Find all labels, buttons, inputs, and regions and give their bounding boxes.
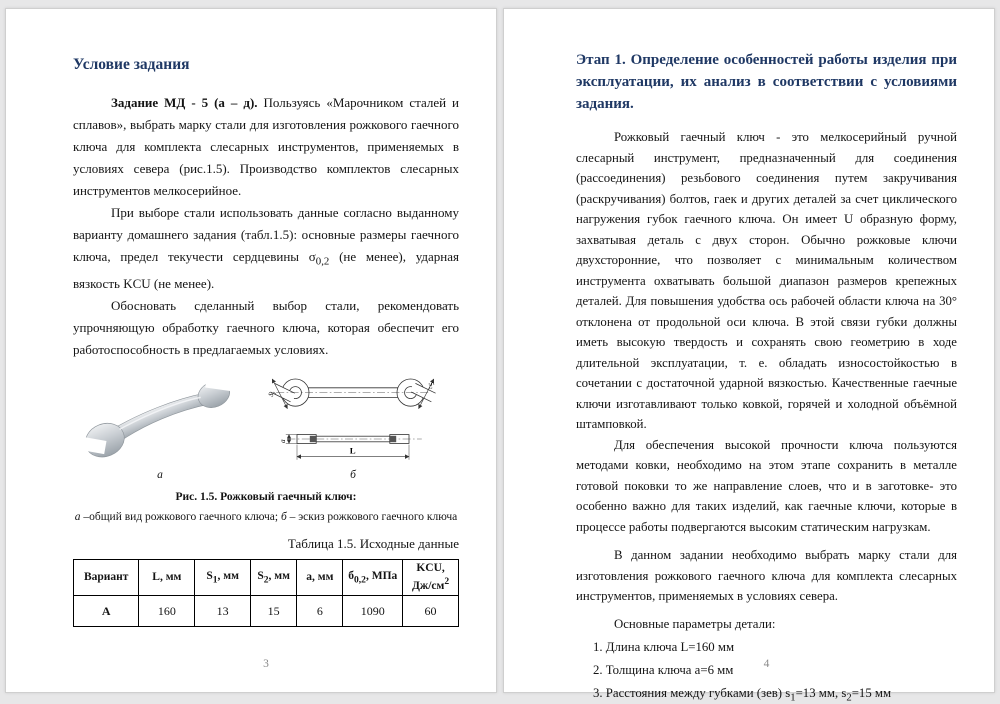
figure-caption-detail: а –общий вид рожкового гаечного ключа; б – эскиз рожкового гаечного ключа: [74, 510, 458, 523]
paragraph: В данном задании необходимо выбрать марку стали для изготовления рожкового гаечного ключа для комплекта слесарных инструментов, применяемых в условиях севера.: [576, 548, 957, 603]
table-cell: 13: [195, 596, 251, 627]
paragraph: Обосновать сделанный выбор стали, рекомендовать упрочняющую обработку гаечного ключа, которая обеспечит его работоспособность в предлагаемых условиях.: [73, 297, 459, 357]
figure-part-b: [247, 367, 459, 481]
page-3: [5, 8, 497, 693]
figure-1-5: [73, 367, 459, 487]
table-title: Таблица 1.5. Исходные данные: [287, 535, 459, 551]
figure-label-a: а: [157, 468, 163, 481]
params-intro: Основные параметры детали:: [614, 616, 776, 631]
table-header-cell: а, мм: [297, 559, 343, 595]
paragraph: Для обеспечения высокой прочности ключа пользуются методами ковки, необходимо на этом этапе сохранить в металле готовой поковки то же направление слоев, что и в заготовке- это особенно важно для таких изделий, как гаечные ключи, которые в процессе работы подвергаются высоким статическим нагрузкам.: [576, 437, 957, 534]
dim-label-L: L: [349, 445, 356, 456]
section-heading: Условие задания: [73, 56, 190, 73]
list-item: 1. Длина ключа L=160 мм: [593, 639, 735, 654]
table-row: [74, 596, 459, 627]
figure-label-b: б: [350, 468, 356, 481]
dim-label-a: a: [279, 439, 287, 443]
wrench-drawing-image: [247, 367, 459, 467]
page-number: 4: [763, 658, 770, 670]
table-cell: А: [74, 596, 139, 627]
table-cell: 1090: [343, 596, 403, 627]
dim-label-s2: S₂: [426, 380, 437, 390]
list-item: 2. Толщина ключа а=6 мм: [593, 662, 734, 677]
list-item: 3. Расстояния между губками (зев) $s_1=13$ мм, $s_2=15$ мм: [593, 685, 892, 704]
figure-caption-title: Рис. 1.5. Рожковый гаечный ключ:: [175, 490, 357, 503]
table-header-cell: L, мм: [139, 559, 195, 595]
paragraph: Рожковый гаечный ключ - это мелкосерийный ручной слесарный инструмент, предназначенный для соединения (рассоединения) резьбового соединения путем закручивания (раскручивания) болтов, гаек и других деталей за счет циклического нагружения губок гаечного ключа. Он имеет U образную форму, захватывая деталь с двух сторон. Обычно рожковые ключи двухсторонние, что позволяет с минимальным количеством инструмента охватывать большой диапазон размеров крепежных деталей. Для повышения удобства ось рабочей области ключа на 30° отклонена от продольной оси ключа. В этой связи губки должны иметь высокую твердость и сохранять свою геометрию в ходе длительной эксплуатации, т. е. обладать износостойкостью в сочетании с достаточной ударной вязкостью. Качественные гаечные ключи изготавливают только ковкой, горячей и холодной объёмной штамповкой.: [576, 130, 957, 431]
paragraph: Задание МД - 5 (а – д). Пользуясь «Марочником сталей и сплавов», выбрать марку стали для изготовления рожкового гаечного ключа для комплекта слесарных инструментов, применяемых в условиях севера (рис.1.5). Производство комплектов слесарных инструментов мелкосерийное.: [73, 95, 459, 199]
table-cell: 15: [251, 596, 297, 627]
table-cell: 60: [403, 596, 459, 627]
table-header-cell: Вариант: [74, 559, 139, 595]
table-header-cell: $б_{0,2}$, МПа: [343, 559, 403, 595]
table-header-cell: KCU, $Дж/см^2$: [403, 559, 459, 595]
table-cell: 6: [297, 596, 343, 627]
dim-label-s1: S₁: [266, 389, 277, 399]
wrench-photo-image: [75, 367, 245, 467]
table-header-row: [74, 559, 459, 595]
figure-part-a: [73, 367, 247, 481]
table-header-cell: $S_2$, мм: [251, 559, 297, 595]
section-heading: Этап 1. Определение особенностей работы изделия при эксплуатации, их анализ в соответствии с условиями задания.: [576, 52, 957, 112]
paragraph: При выборе стали использовать данные согласно выданному варианту домашнего задания (табл.1.5): основные размеры гаечного ключа, предел текучести сердцевины $\sigma_{0,2}$ (не менее), ударная вязкость KCU (не менее).: [73, 205, 459, 291]
table-cell: 160: [139, 596, 195, 627]
page-4: [503, 8, 995, 704]
table-header-cell: $S_1$, мм: [195, 559, 251, 595]
page-number: 3: [263, 658, 269, 670]
initial-data-table: [73, 559, 459, 627]
